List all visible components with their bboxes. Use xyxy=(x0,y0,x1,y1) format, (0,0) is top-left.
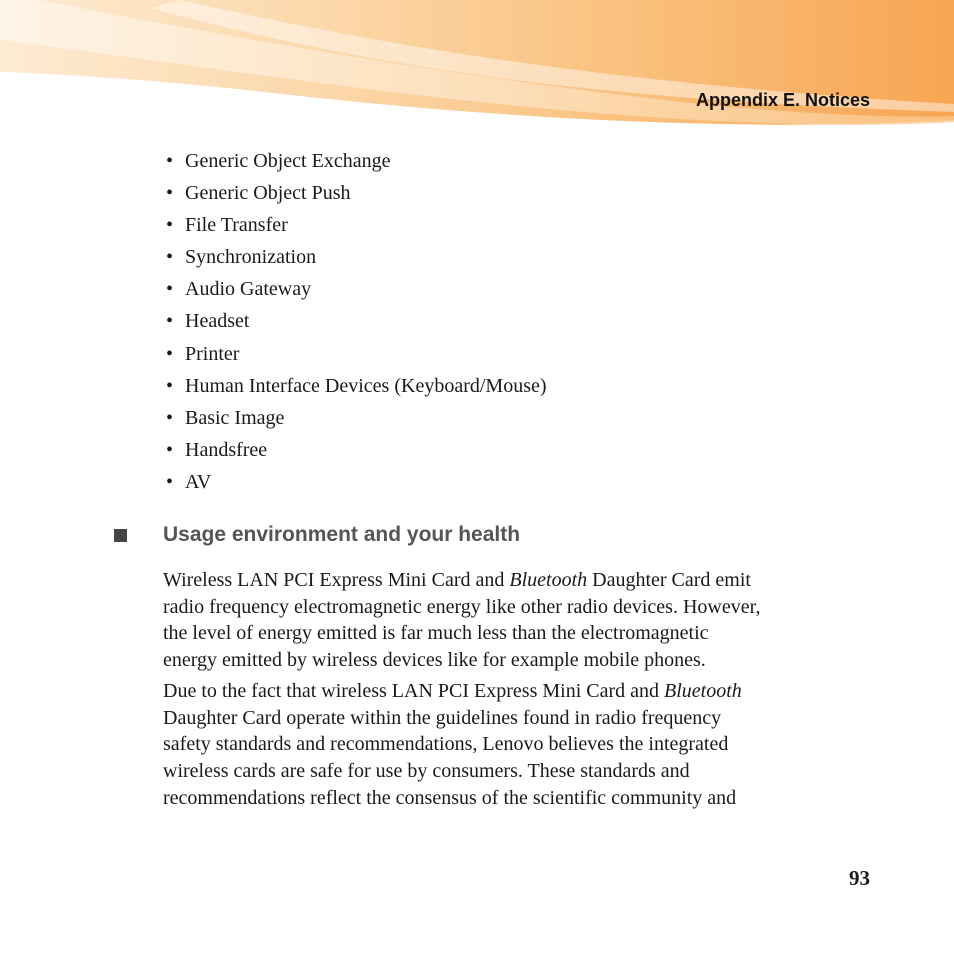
list-item: • Printer xyxy=(166,338,547,370)
list-item: • File Transfer xyxy=(166,209,547,241)
list-item: • Generic Object Push xyxy=(166,177,547,209)
list-item: • Basic Image xyxy=(166,402,547,434)
list-item: • Audio Gateway xyxy=(166,273,547,305)
bullet-icon: • xyxy=(166,438,174,461)
list-item: • Human Interface Devices (Keyboard/Mouse) xyxy=(166,370,547,402)
bullet-icon: • xyxy=(166,374,174,397)
header-decoration xyxy=(0,0,954,140)
bullet-icon: • xyxy=(166,470,174,493)
list-item: • Handsfree xyxy=(166,434,547,466)
square-bullet-icon xyxy=(114,529,127,542)
bluetooth-profile-list xyxy=(166,145,547,498)
bullet-icon: • xyxy=(166,278,174,301)
bullet-icon: • xyxy=(166,342,174,365)
list-item: • Generic Object Exchange xyxy=(166,145,547,177)
section-title: Usage environment and your health xyxy=(163,523,521,546)
page-number: 93 xyxy=(849,866,870,890)
bullet-icon: • xyxy=(166,182,174,205)
running-header: Appendix E. Notices xyxy=(695,90,870,110)
bullet-icon: • xyxy=(166,150,174,172)
paragraph: Due to the fact that wireless LAN PCI Express Mini Card and Bluetooth Daughter Card operate within the guidelines found in radio frequency safety standards and recommendations, Lenovo believes the integrated wireless cards are safe for use by consumers. These standards and recommendations reflect the consensus of the scientific community and xyxy=(163,679,742,809)
list-item: • Headset xyxy=(166,305,547,337)
list-item: • AV xyxy=(166,466,547,498)
bullet-icon: • xyxy=(166,310,174,333)
bullet-icon: • xyxy=(166,406,174,429)
bullet-icon: • xyxy=(166,214,174,237)
list-item: • Synchronization xyxy=(166,241,547,273)
section-heading xyxy=(114,523,520,547)
paragraph: Wireless LAN PCI Express Mini Card and Bluetooth Daughter Card emit radio frequency electromagnetic energy like other radio devices. However, the level of energy emitted is far much less than the electromagnetic energy emitted by wireless devices like for example mobile phones. xyxy=(163,569,761,672)
bullet-icon: • xyxy=(166,246,174,269)
body-text xyxy=(163,567,873,815)
